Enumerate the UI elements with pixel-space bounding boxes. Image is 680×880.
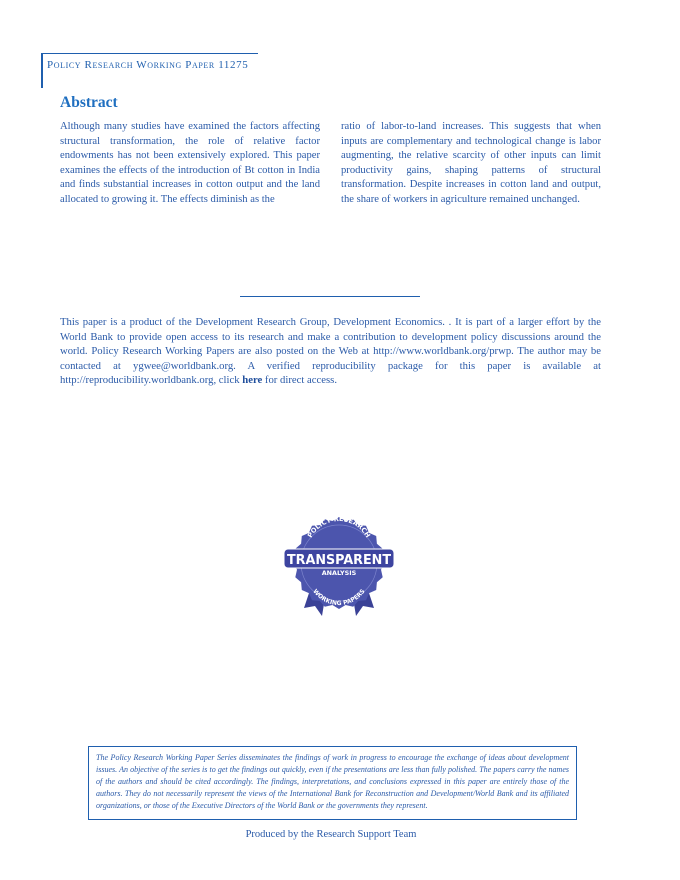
abstract-heading: Abstract xyxy=(60,94,118,111)
product-note-suffix: for direct access. xyxy=(264,374,338,386)
series-vertical-rule xyxy=(41,53,43,88)
produced-by: Produced by the Research Support Team xyxy=(245,829,417,840)
badge-arc-bottom: WORKING PAPERS xyxy=(311,587,367,607)
abstract-column-right: ratio of labor-to-land increases. This suggests that when inputs are complementary and technological change is labor augmenting, the relative scarcity of other inputs can limit productivity gains, shaping patterns of structural transformation. Despite increases in cotton land and output, the share of workers in agriculture remained unchanged. xyxy=(341,121,601,205)
reproducibility-link[interactable]: here xyxy=(242,374,263,386)
badge-main-label: TRANSPARENT xyxy=(287,552,392,568)
disclaimer-box xyxy=(88,746,577,820)
series-title: Policy Research Working Paper 11275 xyxy=(47,59,249,71)
section-divider xyxy=(240,296,420,297)
product-note xyxy=(60,315,601,388)
transparent-analysis-badge-icon xyxy=(280,508,398,620)
badge-sub-label: ANALYSIS xyxy=(321,569,357,577)
series-horizontal-rule xyxy=(41,53,258,54)
badge-arc-top: POLICY RESEARCH xyxy=(306,514,372,540)
abstract-column-left: Although many studies have examined the factors affecting structural transformation, the role of relative factor endowments has not been extensively explored. This paper examines the effects of the introduction of Bt cotton in India and finds substantial increases in cotton output and the land allocated to growing it. The effects diminish as the xyxy=(60,121,320,205)
product-note-text: This paper is a product of the Development Research Group, Development Economics. . It is part of a larger effort by the World Bank to provide open access to its research and make a contribution to development policy discussions around the world. Policy Research Working Papers are also posted on the Web at http://www.worldbank.org/prwp. The author may be contacted at ygwee@worldbank.org. A verified reproducibility package for this paper is available at http://reproducibility.worldbank.org, click xyxy=(60,316,601,386)
disclaimer-text: The Policy Research Working Paper Series disseminates the findings of work in progress to encourage the exchange of ideas about development issues. An objective of the series is to get the findings out quickly, even if the presentations are less than fully polished. The papers carry the names of the authors and should be cited accordingly. The findings, interpretations, and conclusions expressed in this paper are entirely those of the authors. They do not necessarily represent the views of the International Bank for Reconstruction and Development/World Bank and its affiliated organizations, or those of the Executive Directors of the World Bank or the governments they represent. xyxy=(96,753,569,810)
